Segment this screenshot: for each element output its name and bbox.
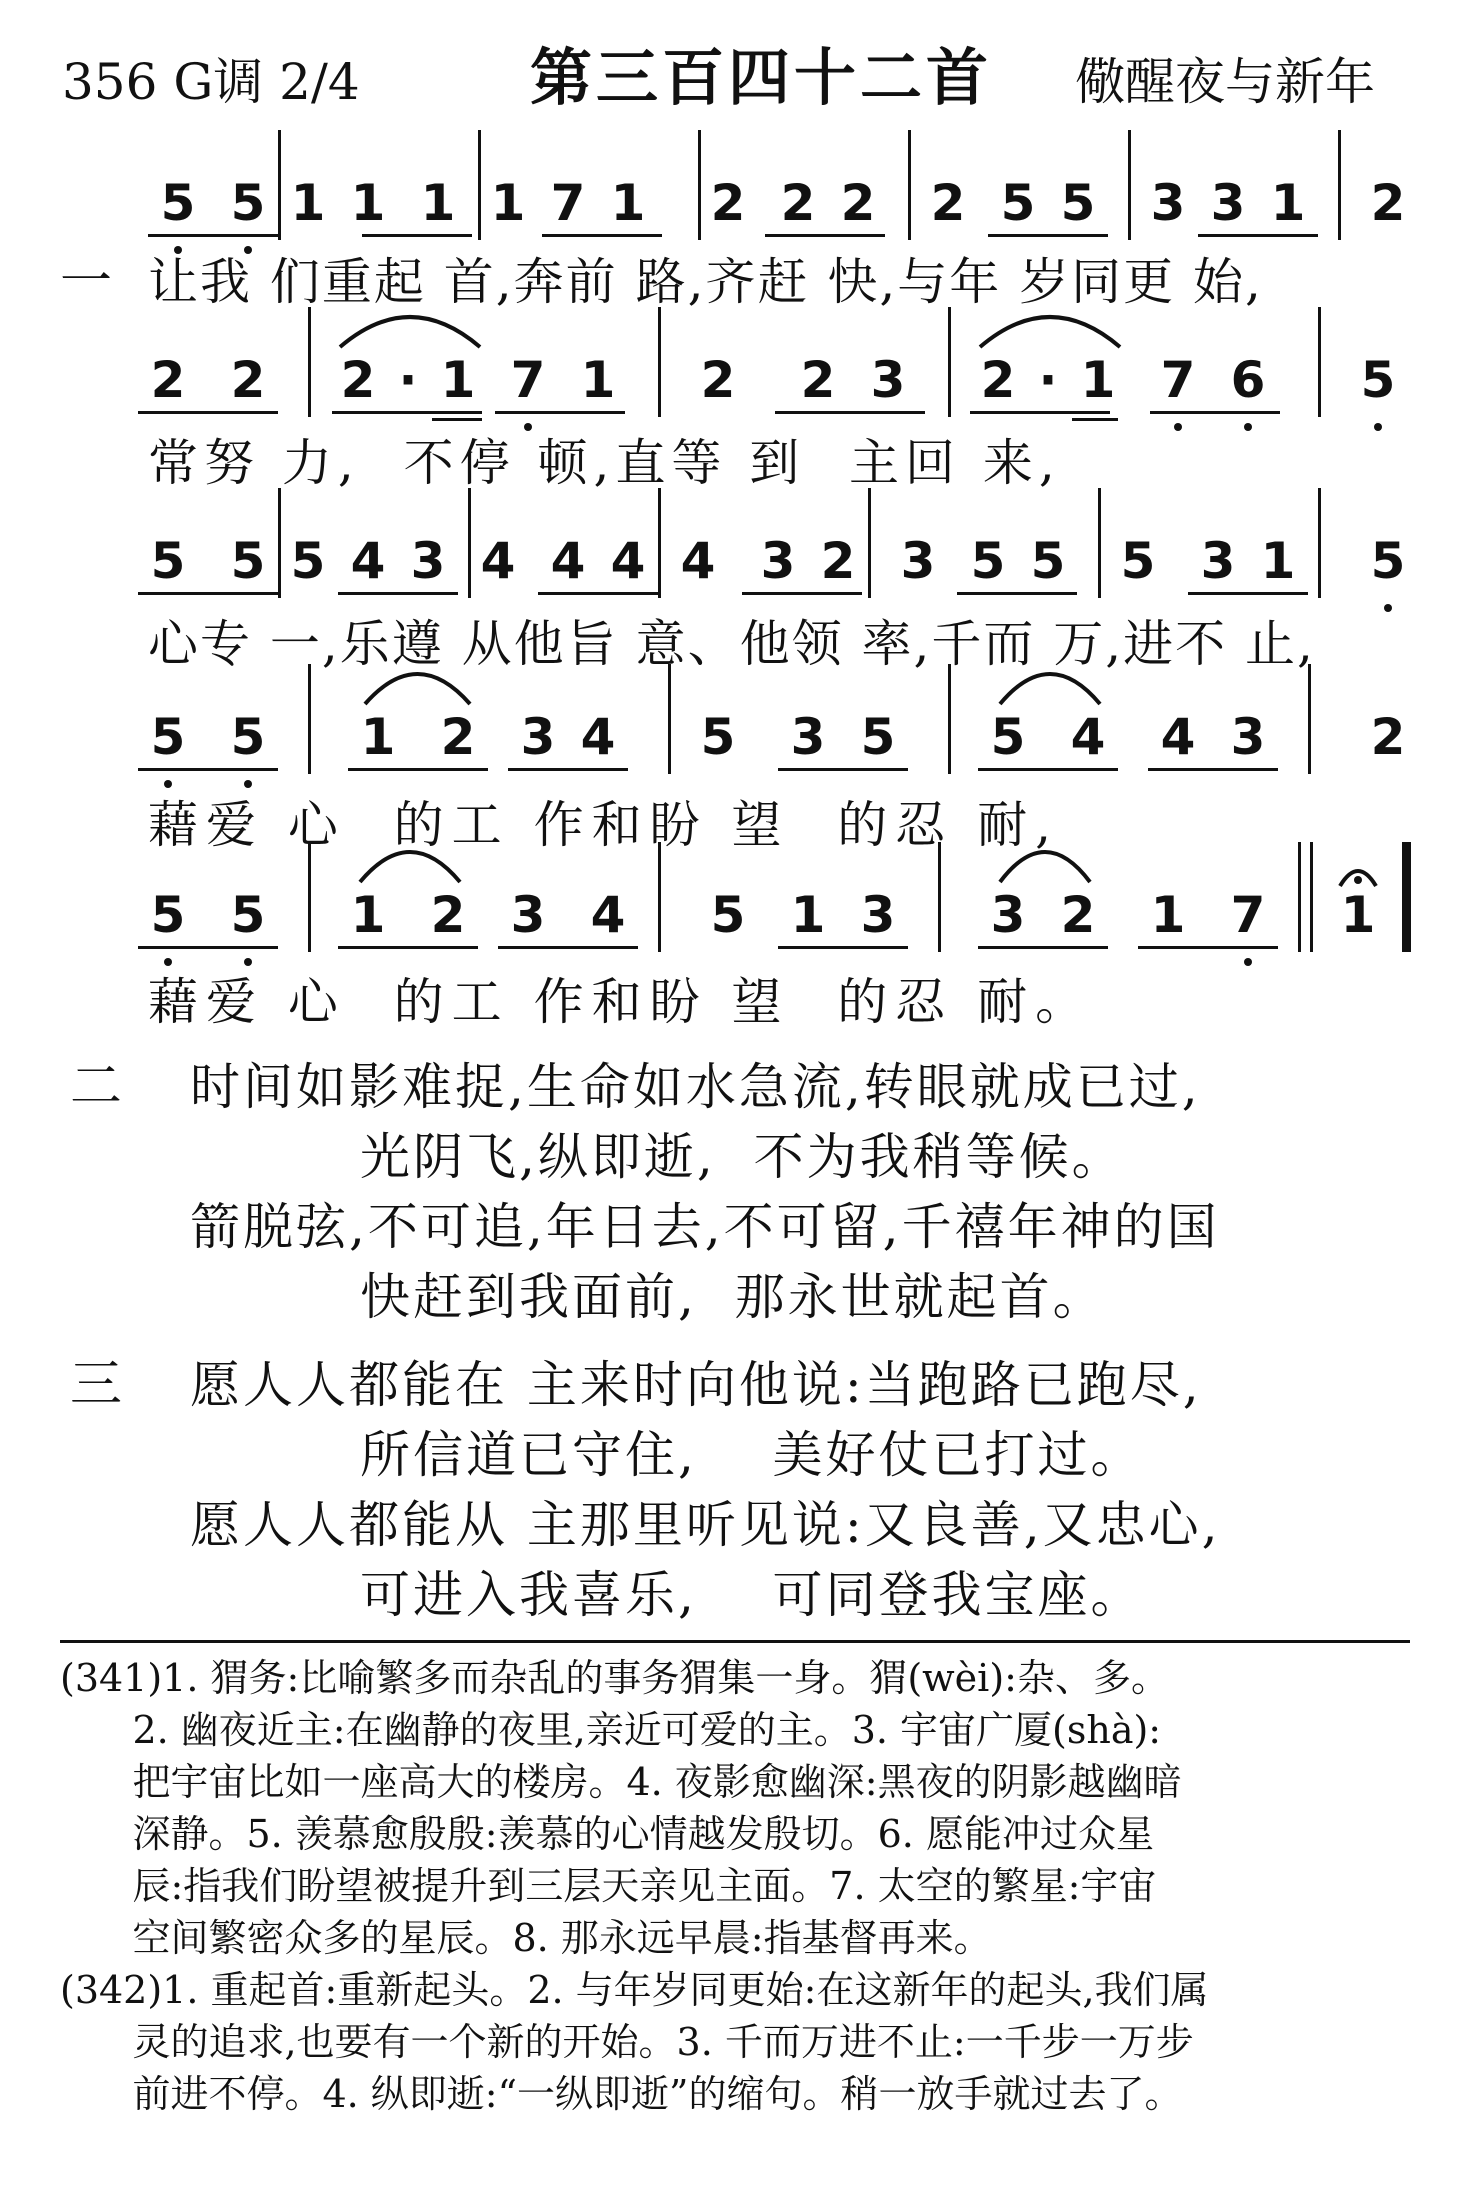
verse-2-line-1: 时间如影难捉,生命如水急流,转眼就成已过,	[190, 1058, 1201, 1116]
beam-underline	[1138, 946, 1278, 949]
note: 5	[970, 532, 1006, 590]
hymn-subtitle: 儆醒夜与新年	[1075, 53, 1375, 111]
bar-line	[1308, 664, 1311, 774]
beam-underline	[775, 411, 925, 414]
octave-dot-below	[164, 958, 172, 966]
beam-underline	[138, 768, 278, 771]
note: 3	[760, 532, 796, 590]
note: 1	[580, 351, 616, 409]
footnote-line: 灵的追求,也要有一个新的开始。3. 千而万进不止:一千步一万步	[60, 2020, 1194, 2064]
bar-line	[468, 488, 471, 598]
slur-arc	[340, 317, 480, 347]
beam-underline	[138, 592, 278, 595]
beam-underline	[498, 946, 638, 949]
beam-underline	[348, 768, 488, 771]
note: 5	[1120, 532, 1156, 590]
note: 5	[1000, 174, 1036, 232]
note: 5	[150, 886, 186, 944]
beam-underline	[508, 768, 628, 771]
lyric-line-1: 让我 们重起 首,奔前 路,齐赶 快,与年 岁同更 始,	[148, 253, 1263, 311]
note: 3	[900, 532, 936, 590]
beam-underline	[338, 946, 478, 949]
slur-arc	[360, 852, 460, 882]
note: 1	[1270, 174, 1306, 232]
note: 1	[420, 174, 456, 232]
beam-underline	[778, 768, 908, 771]
note: 4	[680, 532, 716, 590]
note: 5	[150, 708, 186, 766]
note: 2	[1370, 708, 1406, 766]
note: 2	[710, 174, 746, 232]
verse-2-label: 二	[70, 1057, 123, 1117]
beam-underline-double	[1072, 418, 1118, 421]
bar-line	[1318, 307, 1321, 417]
note: 1	[440, 351, 476, 409]
note: 2	[430, 886, 466, 944]
note: 4	[550, 532, 586, 590]
beam-underline	[1198, 234, 1318, 237]
beam-underline	[538, 592, 658, 595]
note: 1	[1150, 886, 1186, 944]
beam-underline	[338, 592, 458, 595]
note: 2	[980, 351, 1016, 409]
beam-underline	[978, 946, 1108, 949]
bar-line	[1338, 130, 1341, 240]
slur-arc	[1000, 674, 1100, 704]
bar-line	[1318, 488, 1321, 598]
verse-3-line-2: 所信道已守住, 美好仗已打过。	[360, 1426, 1144, 1484]
verse-3-line-3: 愿人人都能从 主那里听见说:又良善,又忠心,	[190, 1496, 1221, 1554]
note: 5	[860, 708, 896, 766]
note: 3	[870, 351, 906, 409]
note: 4	[580, 708, 616, 766]
footnote-line: 空间繁密众多的星辰。8. 那永远早晨:指基督再来。	[60, 1916, 992, 1960]
octave-dot-below	[524, 423, 532, 431]
note: 7	[510, 351, 546, 409]
bar-line	[1298, 842, 1301, 952]
note: 2	[440, 708, 476, 766]
lyric-line-4: 藉爱 心 的工 作和盼 望 的忍 耐,	[148, 796, 1060, 854]
beam-underline	[978, 768, 1118, 771]
beam-underline	[988, 234, 1108, 237]
verse-3-label: 三	[70, 1355, 123, 1415]
hymn-number-key: 356 G调 2/4	[62, 53, 360, 111]
beam-underline	[970, 411, 1110, 414]
note: 2	[700, 351, 736, 409]
note: 6	[1230, 351, 1266, 409]
note: 5	[710, 886, 746, 944]
beam-underline	[742, 592, 862, 595]
verse-3-line-1: 愿人人都能在 主来时向他说:当跑路已跑尽,	[190, 1356, 1202, 1414]
note: 1	[490, 174, 526, 232]
bar-line	[1310, 842, 1313, 952]
note: 7	[550, 174, 586, 232]
verse-1-label: 一	[60, 252, 113, 312]
note: 2	[930, 174, 966, 232]
note: 5	[990, 708, 1026, 766]
octave-dot-below	[164, 780, 172, 788]
note: 1	[360, 708, 396, 766]
note: 1	[350, 174, 386, 232]
bar-line	[668, 664, 671, 774]
note: 3	[1210, 174, 1246, 232]
octave-dot-below	[1384, 604, 1392, 612]
beam-underline	[1148, 768, 1278, 771]
footnote-line: 2. 幽夜近主:在幽静的夜里,亲近可爱的主。3. 宇宙广厦(shà):	[60, 1708, 1162, 1752]
beam-underline	[765, 234, 885, 237]
bar-line	[1128, 130, 1131, 240]
note: 2	[820, 532, 856, 590]
note: 5	[700, 708, 736, 766]
note: 1	[350, 886, 386, 944]
note: 2	[1060, 886, 1096, 944]
bar-line	[308, 842, 311, 952]
verse-2-line-2: 光阴飞,纵即逝, 不为我稍等候。	[360, 1128, 1125, 1186]
note: 5	[150, 532, 186, 590]
bar-line	[698, 130, 701, 240]
note: 5	[1370, 532, 1406, 590]
bar-line	[948, 664, 951, 774]
note: 4	[350, 532, 386, 590]
note: 4	[480, 532, 516, 590]
note: 5	[230, 708, 266, 766]
note: 2	[150, 351, 186, 409]
bar-line	[308, 664, 311, 774]
note: 2	[340, 351, 376, 409]
note: 2	[840, 174, 876, 232]
footnote-divider	[60, 1640, 1410, 1643]
bar-line	[868, 488, 871, 598]
note: 3	[520, 708, 556, 766]
bar-line	[478, 130, 481, 240]
lyric-line-3: 心专 一,乐遵 从他旨 意、他领 率,千而 万,进不 止,	[148, 615, 1315, 673]
note: 4	[610, 532, 646, 590]
octave-dot-below	[1174, 423, 1182, 431]
verse-2-line-3: 箭脱弦,不可追,年日去,不可留,千禧年神的国	[190, 1198, 1220, 1256]
note: 2	[800, 351, 836, 409]
note: 5	[1030, 532, 1066, 590]
beam-underline	[957, 592, 1077, 595]
note: 3	[1200, 532, 1236, 590]
note: 5	[290, 532, 326, 590]
note: 3	[510, 886, 546, 944]
bar-line	[1098, 488, 1101, 598]
note: 1	[790, 886, 826, 944]
octave-dot-below	[244, 780, 252, 788]
beam-underline	[542, 234, 662, 237]
hymn-title: 第三百四十二首	[530, 41, 993, 114]
beam-underline	[148, 234, 278, 237]
note: 2	[780, 174, 816, 232]
bar-line	[658, 488, 661, 598]
note: 5	[160, 174, 196, 232]
note: 1	[290, 174, 326, 232]
bar-line	[908, 130, 911, 240]
note: 2	[230, 351, 266, 409]
octave-dot-below	[1244, 958, 1252, 966]
final-bar-line	[1402, 842, 1411, 952]
note: 5	[1060, 174, 1096, 232]
bar-line	[658, 307, 661, 417]
note: 1	[1080, 351, 1116, 409]
footnote-line: 前进不停。4. 纵即逝:“一纵即逝”的缩句。稍一放手就过去了。	[60, 2072, 1183, 2116]
note: 7	[1230, 886, 1266, 944]
footnote-line: 深静。5. 羡慕愈殷殷:羡慕的心情越发殷切。6. 愿能冲过众星	[60, 1812, 1154, 1856]
note: 1	[610, 174, 646, 232]
slur-arc	[365, 674, 470, 704]
note: 3	[860, 886, 896, 944]
bar-line	[948, 307, 951, 417]
note: 2	[1370, 174, 1406, 232]
beam-underline	[1150, 411, 1280, 414]
note: 3	[990, 886, 1026, 944]
note: 5	[230, 886, 266, 944]
fermata-dot	[1354, 876, 1362, 884]
slur-arc	[980, 317, 1120, 347]
note: 7	[1160, 351, 1196, 409]
note: 3	[1230, 708, 1266, 766]
lyric-line-2: 常努 力, 不停 顿,直等 到 主回 来,	[148, 434, 1061, 492]
beam-underline	[495, 411, 625, 414]
beam-underline	[138, 946, 278, 949]
note: 5	[230, 174, 266, 232]
beam-underline-double	[432, 418, 482, 421]
note: ·	[1038, 351, 1058, 409]
note: 5	[1360, 351, 1396, 409]
beam-underline	[1188, 592, 1308, 595]
verse-2-line-4: 快赶到我面前, 那永世就起首。	[360, 1268, 1106, 1326]
octave-dot-below	[244, 958, 252, 966]
note: 4	[590, 886, 626, 944]
footnote-line: (342)1. 重起首:重新起头。2. 与年岁同更始:在这新年的起头,我们属	[60, 1968, 1209, 2012]
note: ·	[398, 351, 418, 409]
lyric-line-5: 藉爱 心 的工 作和盼 望 的忍 耐。	[148, 973, 1094, 1031]
note: 4	[1070, 708, 1106, 766]
note: 5	[230, 532, 266, 590]
note: 3	[410, 532, 446, 590]
footnote-line: 辰:指我们盼望被提升到三层天亲见主面。7. 太空的繁星:宇宙	[60, 1864, 1157, 1908]
note: 3	[1150, 174, 1186, 232]
bar-line	[278, 488, 281, 598]
footnote-line: 把宇宙比如一座高大的楼房。4. 夜影愈幽深:黑夜的阴影越幽暗	[60, 1760, 1182, 1804]
note: 1	[1260, 532, 1296, 590]
octave-dot-below	[1244, 423, 1252, 431]
note: 1	[1340, 886, 1376, 944]
bar-line	[308, 307, 311, 417]
beam-underline	[778, 946, 908, 949]
footnote-line: (341)1. 猬务:比喻繁多而杂乱的事务猬集一身。猬(wèi):杂、多。	[60, 1656, 1169, 1700]
beam-underline	[332, 411, 482, 414]
slur-arc	[1000, 852, 1090, 882]
bar-line	[658, 842, 661, 952]
bar-line	[938, 842, 941, 952]
beam-underline	[138, 411, 278, 414]
beam-underline	[362, 234, 472, 237]
octave-dot-below	[1374, 423, 1382, 431]
verse-3-line-4: 可进入我喜乐, 可同登我宝座。	[360, 1566, 1144, 1624]
note: 4	[1160, 708, 1196, 766]
note: 3	[790, 708, 826, 766]
bar-line	[278, 130, 281, 240]
